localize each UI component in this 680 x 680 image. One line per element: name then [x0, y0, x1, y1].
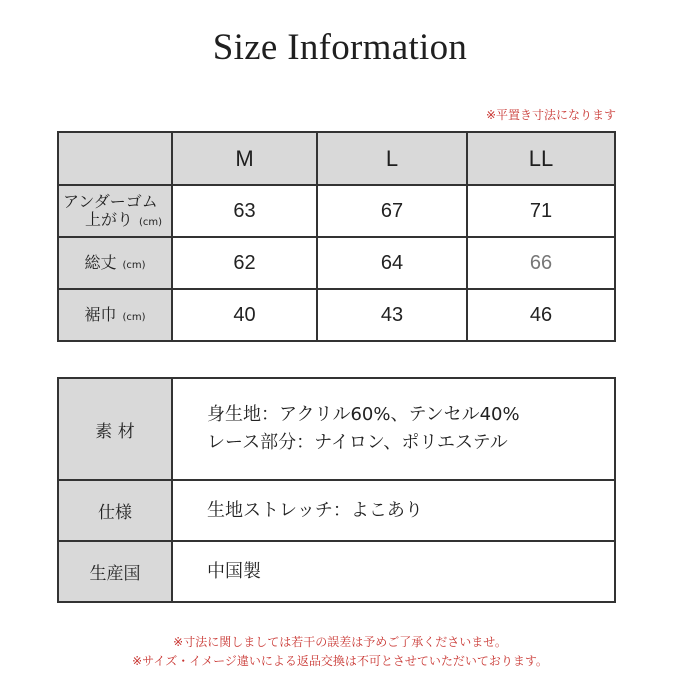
disclaimer-notes	[0, 633, 680, 671]
table-row	[58, 541, 615, 602]
value-cell: 66	[467, 237, 615, 289]
material-line-lace: レース部分：ナイロン、ポリエステル	[207, 432, 508, 453]
value-cell: 40	[172, 289, 317, 341]
origin-label: 生産国	[58, 541, 172, 602]
size-table	[57, 131, 616, 342]
page-title: Size Information	[212, 27, 468, 68]
disclaimer-line-2: ※サイズ・イメージ違いによる返品交換は不可とさせていただいております。	[132, 654, 548, 669]
size-header-m: M	[172, 132, 317, 185]
table-row	[58, 237, 615, 289]
row-label-line2: 上がり	[85, 210, 134, 229]
row-label-line1: アンダーゴム	[63, 191, 158, 211]
table-row	[58, 185, 615, 237]
unit-label: (cm)	[122, 311, 146, 323]
table-row	[58, 480, 615, 541]
measurement-note: ※平置き寸法になります	[485, 108, 616, 122]
unit-label: (cm)	[139, 217, 163, 228]
spec-value: 生地ストレッチ：よこあり	[172, 480, 615, 541]
size-header-l: L	[317, 132, 467, 185]
value-cell: 43	[317, 289, 467, 341]
spec-label: 仕様	[58, 480, 172, 541]
spec-table	[57, 377, 616, 603]
size-header-ll: LL	[467, 132, 615, 185]
value-cell: 62	[172, 237, 317, 289]
row-label-total-length: 総丈 (cm)	[58, 237, 172, 289]
header-corner-cell	[58, 132, 172, 185]
table-row	[58, 289, 615, 341]
value-cell: 71	[467, 185, 615, 237]
material-label: 素 材	[58, 378, 172, 480]
unit-label: (cm)	[122, 259, 146, 271]
size-header-row	[58, 132, 615, 185]
row-label-hem-width: 裾巾 (cm)	[58, 289, 172, 341]
material-line-body: 身生地：アクリル60%、テンセル40%	[207, 404, 520, 426]
material-value	[172, 378, 615, 480]
table-row	[58, 378, 615, 480]
disclaimer-line-1: ※寸法に関しましては若干の誤差は予めご了承くださいませ。	[173, 635, 507, 649]
value-cell: 67	[317, 185, 467, 237]
origin-value: 中国製	[172, 541, 615, 602]
value-cell: 46	[467, 289, 615, 341]
value-cell: 64	[317, 237, 467, 289]
value-cell: 63	[172, 185, 317, 237]
row-label-underband	[58, 185, 172, 237]
